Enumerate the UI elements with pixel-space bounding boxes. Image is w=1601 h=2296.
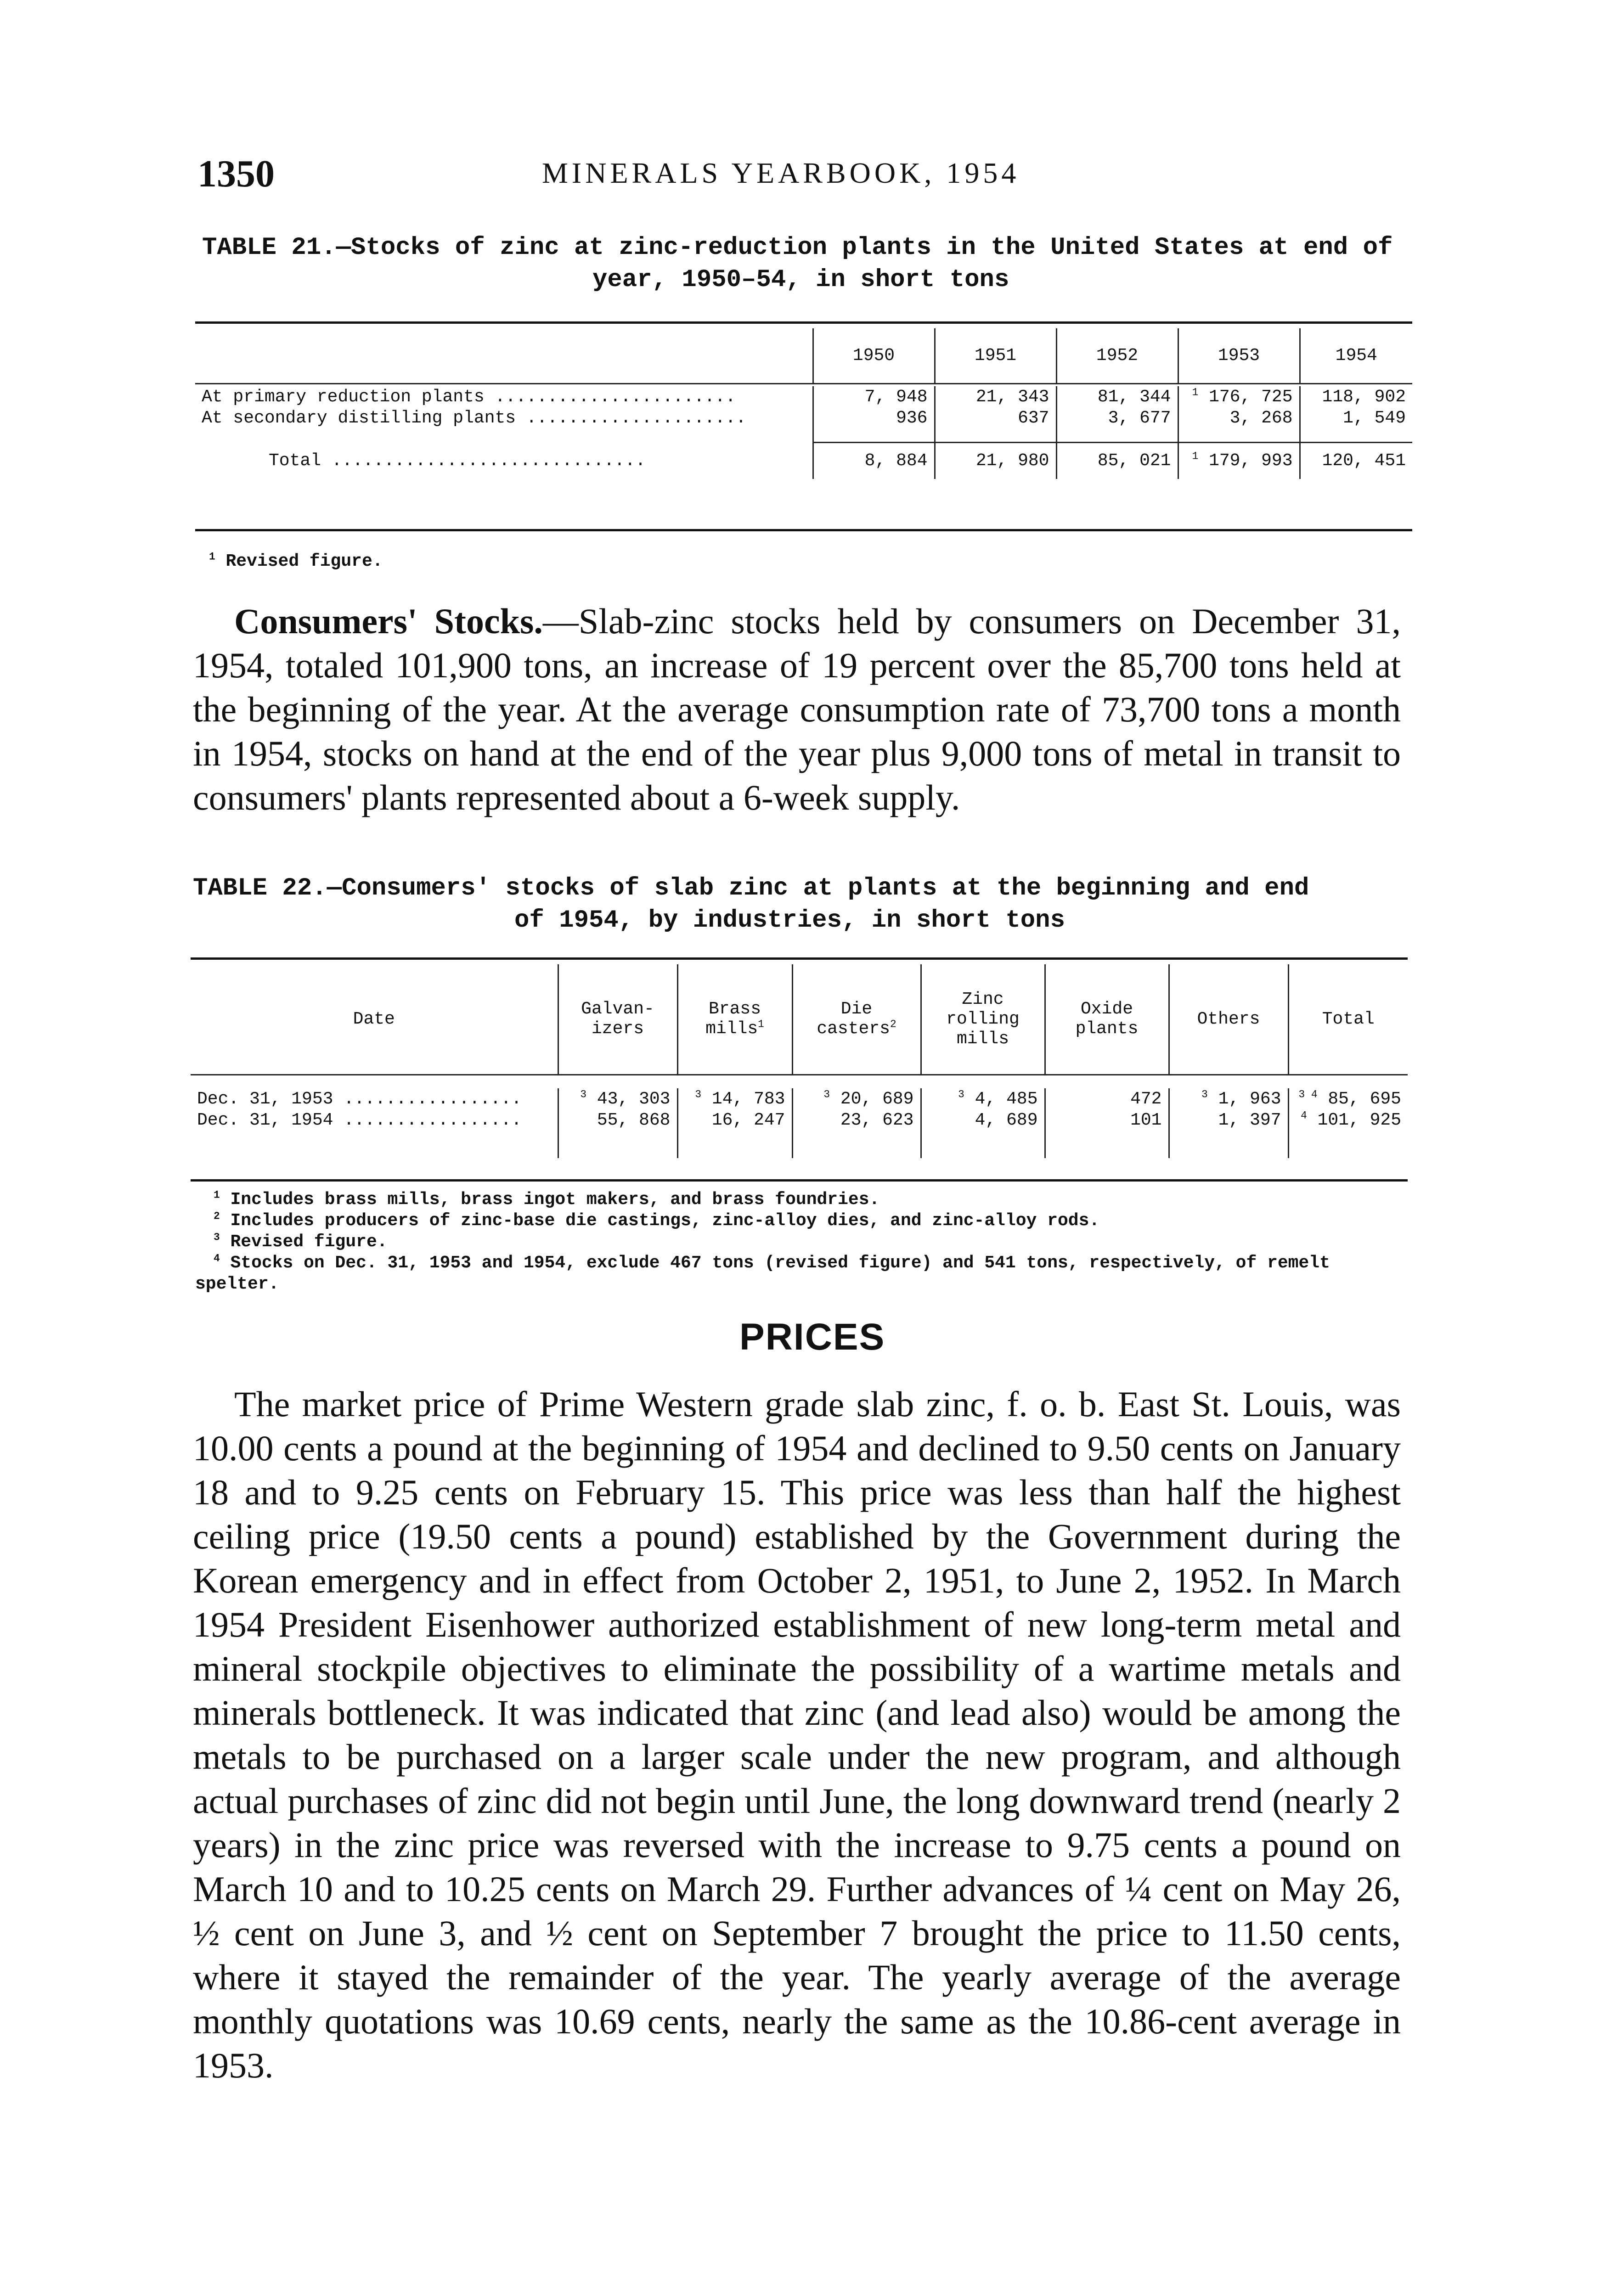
table22-row-label: Dec. 31, 1954 ................. (197, 1110, 522, 1130)
table22-col-header: Die casters$^2$ (792, 964, 921, 1075)
table21 (195, 328, 1412, 479)
table-cell: 118, 902 (1300, 386, 1412, 407)
table21-row-label: At primary reduction plants ....................... (202, 387, 736, 407)
table-cell: $^1$ 179, 993 (1178, 442, 1300, 479)
table-cell: $^3$ 14, 783 (677, 1088, 792, 1109)
table-cell: 81, 344 (1056, 386, 1178, 407)
table22-bottom-rule (191, 1179, 1408, 1182)
table-cell: 101 (1045, 1109, 1169, 1131)
running-head: MINERALS YEARBOOK, 1954 (542, 157, 1020, 189)
table-cell: $^4$ 101, 925 (1288, 1109, 1408, 1131)
table-cell: 3, 268 (1178, 407, 1300, 428)
table22-footnote-2: $^2$ Includes producers of zinc-base die castings, zinc-alloy dies, and zinc-alloy rods. (214, 1210, 1100, 1231)
prices-heading: PRICES (739, 1316, 885, 1358)
table-cell: 472 (1045, 1088, 1169, 1109)
table22-footnote-1: $^1$ Includes brass mills, brass ingot makers, and brass foundries. (214, 1189, 880, 1210)
table-row (191, 1109, 1408, 1131)
table21-col-header: 1952 (1056, 328, 1178, 383)
table22-col-header: Oxide plants (1045, 964, 1169, 1075)
table22-col-header: Total (1288, 964, 1408, 1075)
table21-row-label: At secondary distilling plants ..................... (202, 408, 746, 428)
table22-footnote-3: $^3$ Revised figure. (214, 1231, 388, 1252)
table-cell: 21, 343 (935, 386, 1056, 407)
table21-caption: TABLE 21.—Stocks of zinc at zinc-reduction plants in the United States at end of (202, 234, 1393, 262)
table21-col-header: 1951 (935, 328, 1056, 383)
table-cell: $^3$ 1, 963 (1169, 1088, 1288, 1109)
table-cell: 1, 397 (1169, 1109, 1288, 1131)
table-cell: 21, 980 (935, 442, 1056, 479)
consumers-stocks-runin: Consumers' Stocks. (234, 601, 543, 641)
table-cell: 16, 247 (677, 1109, 792, 1131)
table22-footnote-4: $^4$ Stocks on Dec. 31, 1953 and 1954, exclude 467 tons (revised figure) and 541 tons, respectively, of remelt spelter. (195, 1252, 1330, 1294)
table-cell: $^3$ 20, 689 (792, 1088, 921, 1109)
table21-bottom-rule (195, 529, 1412, 531)
table22-caption: TABLE 22.—Consumers' stocks of slab zinc at plants at the beginning and end (193, 874, 1309, 902)
table-cell: 7, 948 (813, 386, 935, 407)
page-number: 1350 (197, 152, 275, 195)
table22-col-header-date: Date (353, 1009, 395, 1029)
table-cell: $^1$ 176, 725 (1178, 386, 1300, 407)
table-cell: 936 (813, 407, 935, 428)
table-row (195, 407, 1412, 428)
table-cell: 3, 677 (1056, 407, 1178, 428)
prices-paragraph: The market price of Prime Western grade slab zinc, f. o. b. East St. Louis, was 10.00 cents a pound at the beginning of 1954 and declined to 9.50 cents on January 18 and to 9.25 cents on February 15. This price was less than half the highest ceiling price (19.50 cents a pound) established by the Government during the Korean emergency and in effect from October 2, 1951, to June 2, 1952. In March 1954 President Eisenhower authorized establishment of new long-term metal and mineral stockpile objectives to eliminate the possibility of a wartime metals and minerals bottleneck. It was indicated that zinc (and lead also) would be among the metals to be purchased on a larger scale under the new program, and although actual purchases of zinc did not begin until June, the long downward trend (nearly 2 years) in the zinc price was reversed with the increase to 9.75 cents a pound on March 10 and to 10.25 cents on March 29. Further advances of ¼ cent on May 26, ½ cent on June 3, and ½ cent on September 7 brought the price to 11.50 cents, where it stayed the remainder of the year. The yearly average of the average monthly quotations was 10.69 cents, nearly the same as the 10.86-cent average in 1953. (193, 1384, 1401, 2085)
table22-header-row (191, 964, 1408, 1075)
table-cell: 120, 451 (1300, 442, 1412, 479)
table-cell: 4, 689 (921, 1109, 1045, 1131)
table-row (191, 1088, 1408, 1109)
table22-col-header: Zinc rolling mills (921, 964, 1045, 1075)
table21-col-header: 1950 (813, 328, 935, 383)
table21-footnote: $^1$ Revised figure. (209, 551, 383, 571)
table21-top-rule (195, 321, 1412, 324)
table-cell: $^3$ 43, 303 (558, 1088, 677, 1109)
table21-total-label: Total .............................. (269, 450, 646, 471)
footnote-mark: 1 (1192, 450, 1199, 462)
table-cell: $^{3 4}$ 85, 695 (1288, 1088, 1408, 1109)
table-cell: $^3$ 4, 485 (921, 1088, 1045, 1109)
table21-stub-header (195, 328, 813, 383)
table-cell: 1, 549 (1300, 407, 1412, 428)
table22-col-header: Galvan-izers (558, 964, 677, 1075)
footnote-mark: 1 (1192, 386, 1199, 398)
table21-total-row (195, 442, 1412, 479)
table22-col-header: Brass mills$^1$ (677, 964, 792, 1075)
consumers-stocks-text: —Slab-zinc stocks held by consumers on December 31, 1954, totaled 101,900 tons, an increase of 19 percent over the 85,700 tons held at the beginning of the year. At the average consumption rate of 73,700 tons a month in 1954, stocks on hand at the end of the year plus 9,000 tons of metal in transit to consumers' plants represented about a 6-week supply. (193, 601, 1401, 817)
table22 (191, 964, 1408, 1158)
table-row (195, 386, 1412, 407)
table-cell: 85, 021 (1056, 442, 1178, 479)
table22-caption-cont: of 1954, by industries, in short tons (514, 906, 1065, 934)
table22-col-header: Others (1169, 964, 1288, 1075)
table-cell: 8, 884 (813, 442, 935, 479)
table-cell: 23, 623 (792, 1109, 921, 1131)
consumers-stocks-paragraph (193, 599, 1401, 820)
table21-col-header: 1954 (1300, 328, 1412, 383)
table22-top-rule (191, 957, 1408, 960)
table22-row-label: Dec. 31, 1953 ................. (197, 1089, 522, 1109)
table21-caption-cont: year, 1950–54, in short tons (592, 266, 1009, 294)
table21-col-header: 1953 (1178, 328, 1300, 383)
table21-header-row (195, 328, 1412, 383)
table-cell: 55, 868 (558, 1109, 677, 1131)
table-cell: 637 (935, 407, 1056, 428)
